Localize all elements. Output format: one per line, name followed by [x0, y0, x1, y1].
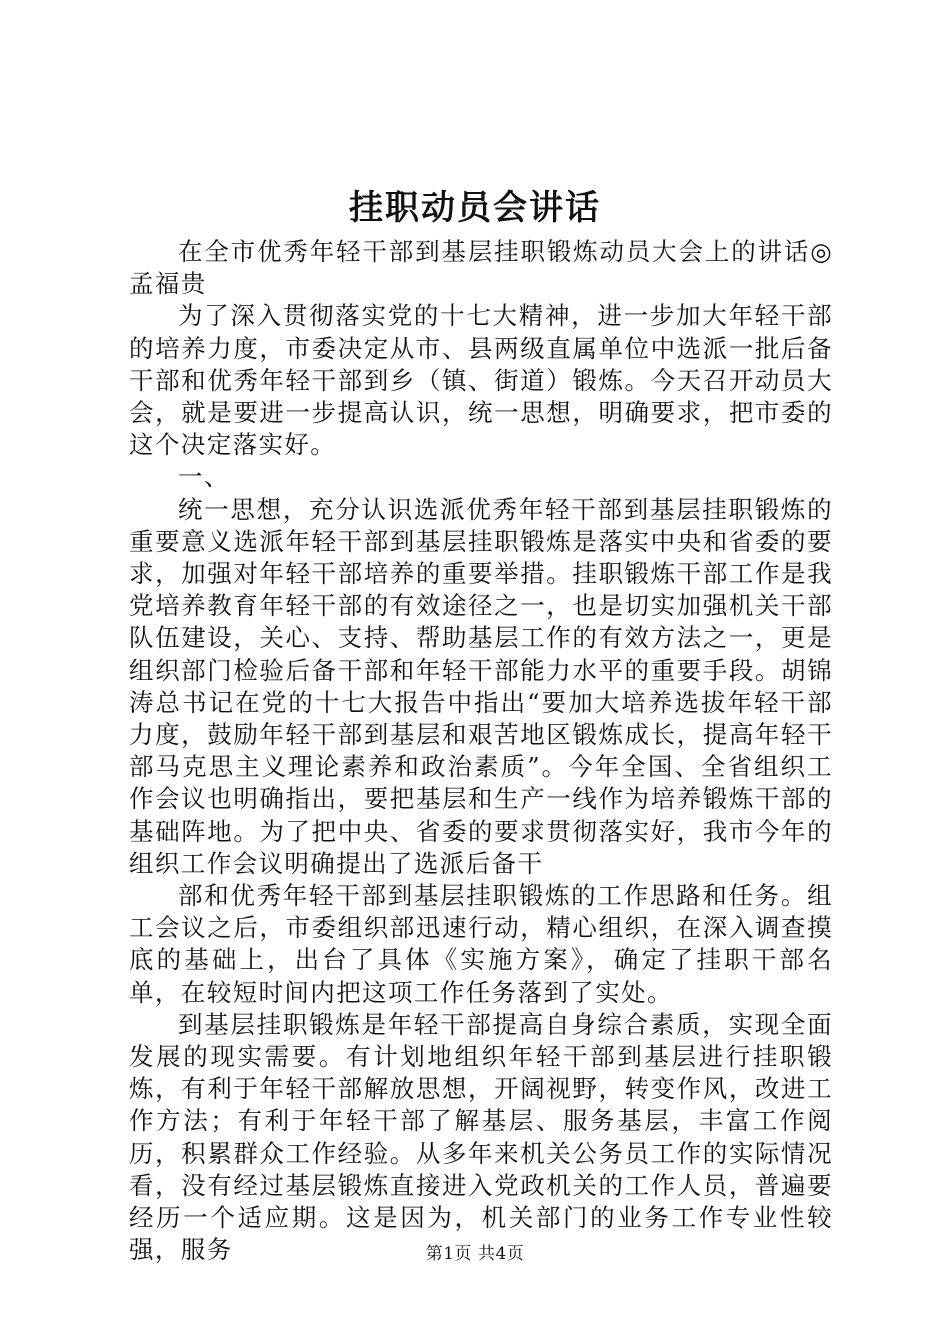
document-body: [129, 236, 833, 1267]
document-title: 挂职动员会讲话: [349, 188, 601, 228]
paragraph-implementation: 部和优秀年轻干部到基层挂职锻炼的工作思路和任务。组工会议之后，市委组织部迅速行动，精心组织，在深入调查摸底的基础上，出台了具体《实施方案》，确定了挂职干部名单，在较短时间内把这项工作任务落到了实处。: [129, 881, 833, 1007]
section-heading-one: 一、: [178, 462, 230, 492]
paragraph-development: 到基层挂职锻炼是年轻干部提高自身综合素质，实现全面发展的现实需要。有计划地组织年轻干部到基层进行挂职锻炼，有利于年轻干部解放思想，开阔视野，转变作风，改进工作方法；有利于年轻干部了解基层、服务基层，丰富工作阅历，积累群众工作经验。从多年来机关公务员工作的实际情况看，没有经过基层锻炼直接进入党政机关的工作人员，普遍要经历一个适应期。这是因为，机关部门的业务工作专业性较强，服务: [129, 1009, 833, 1265]
paragraph-intro: 为了深入贯彻落实党的十七大精神，进一步加大年轻干部的培养力度，市委决定从市、县两级直属单位中选派一批后备干部和优秀年轻干部到乡（镇、街道）锻炼。今天召开动员大会，就是要进一步提高认识，统一思想，明确要求，把市委的这个决定落实好。: [129, 301, 833, 460]
paragraph-significance: 统一思想，充分认识选派优秀年轻干部到基层挂职锻炼的重要意义选派年轻干部到基层挂职锻炼是落实中央和省委的要求，加强对年轻干部培养的重要举措。挂职锻炼干部工作是我党培养教育年轻干部的有效途径之一，也是切实加强机关干部队伍建设，关心、支持、帮助基层工作的有效方法之一，更是组织部门检验后备干部和年轻干部能力水平的重要手段。胡锦涛总书记在党的十七大报告中指出“要加大培养选拔年轻干部力度，鼓励年轻干部到基层和艰苦地区锻炼成长，提高年轻干部马克思主义理论素养和政治素质”。今年全国、全省组织工作会议也明确指出，要把基层和生产一线作为培养锻炼干部的基础阵地。为了把中央、省委的要求贯彻落实好，我市今年的组织工作会议明确提出了选派后备干: [129, 494, 833, 878]
page-number-footer: 第1页 共4页: [425, 1244, 525, 1264]
paragraph-subtitle: 在全市优秀年轻干部到基层挂职锻炼动员大会上的讲话◎孟福贵: [129, 237, 833, 299]
